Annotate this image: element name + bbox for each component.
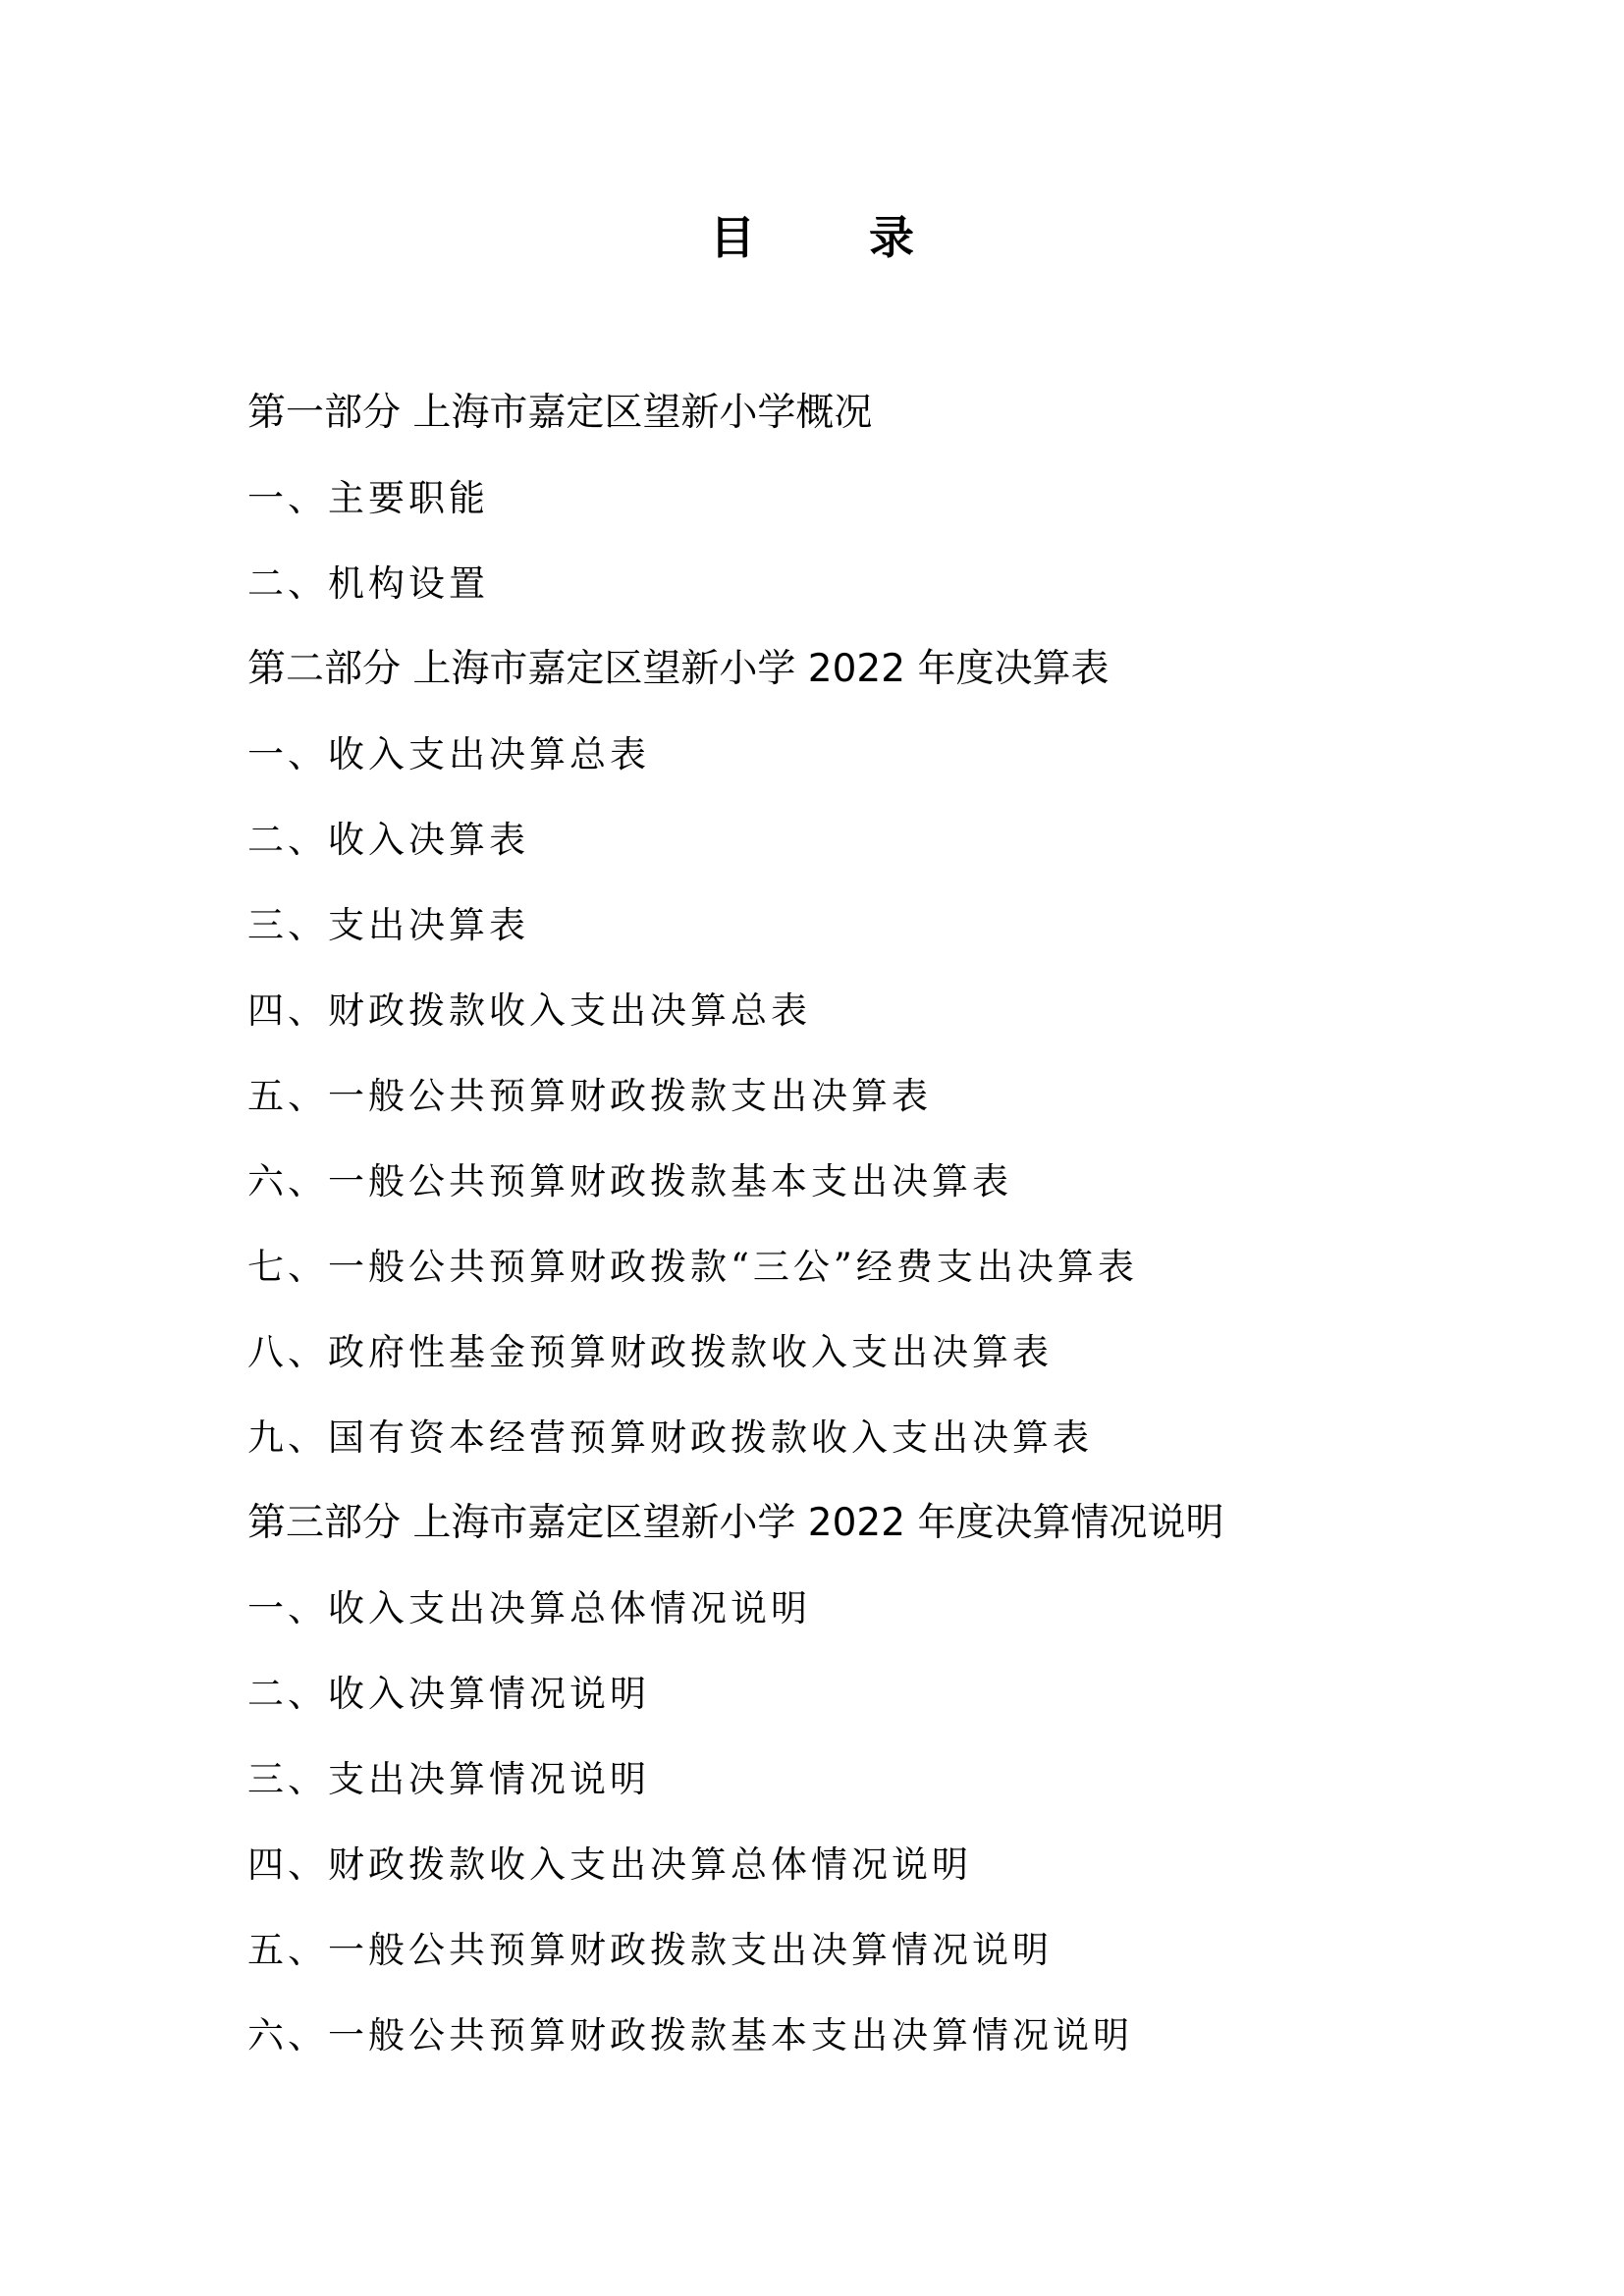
toc-part-heading: 第二部分 上海市嘉定区望新小学 2022 年度决算表: [247, 647, 1110, 691]
toc-section-item: 七、一般公共预算财政拨款“三公”经费支出决算表: [247, 1246, 1138, 1288]
toc-section-item: 二、收入决算表: [247, 819, 529, 861]
toc-part-heading: 第三部分 上海市嘉定区望新小学 2022 年度决算情况说明: [247, 1501, 1224, 1545]
toc-section-item: 四、财政拨款收入支出决算总体情况说明: [247, 1843, 972, 1886]
toc-section-item: 四、财政拨款收入支出决算总表: [247, 989, 811, 1032]
toc-section-item: 一、收入支出决算总体情况说明: [247, 1587, 811, 1629]
toc-section-item: 六、一般公共预算财政拨款基本支出决算表: [247, 1160, 1012, 1202]
toc-section-item: 一、主要职能: [247, 477, 489, 519]
toc-section-item: 三、支出决算情况说明: [247, 1758, 650, 1800]
toc-section-item: 八、政府性基金预算财政拨款收入支出决算表: [247, 1331, 1053, 1373]
toc-title: 目 录: [709, 211, 963, 264]
toc-section-item: 一、收入支出决算总表: [247, 733, 650, 775]
toc-section-item: 五、一般公共预算财政拨款支出决算表: [247, 1075, 932, 1117]
toc-section-item: 二、机构设置: [247, 562, 489, 605]
toc-section-item: 二、收入决算情况说明: [247, 1673, 650, 1715]
toc-section-item: 五、一般公共预算财政拨款支出决算情况说明: [247, 1929, 1053, 1971]
toc-section-item: 六、一般公共预算财政拨款基本支出决算情况说明: [247, 2014, 1133, 2056]
toc-part-heading: 第一部分 上海市嘉定区望新小学概况: [247, 391, 873, 435]
toc-list: [247, 381, 1475, 2089]
toc-section-item: 九、国有资本经营预算财政拨款收入支出决算表: [247, 1416, 1093, 1459]
toc-section-item: 三、支出决算表: [247, 904, 529, 946]
